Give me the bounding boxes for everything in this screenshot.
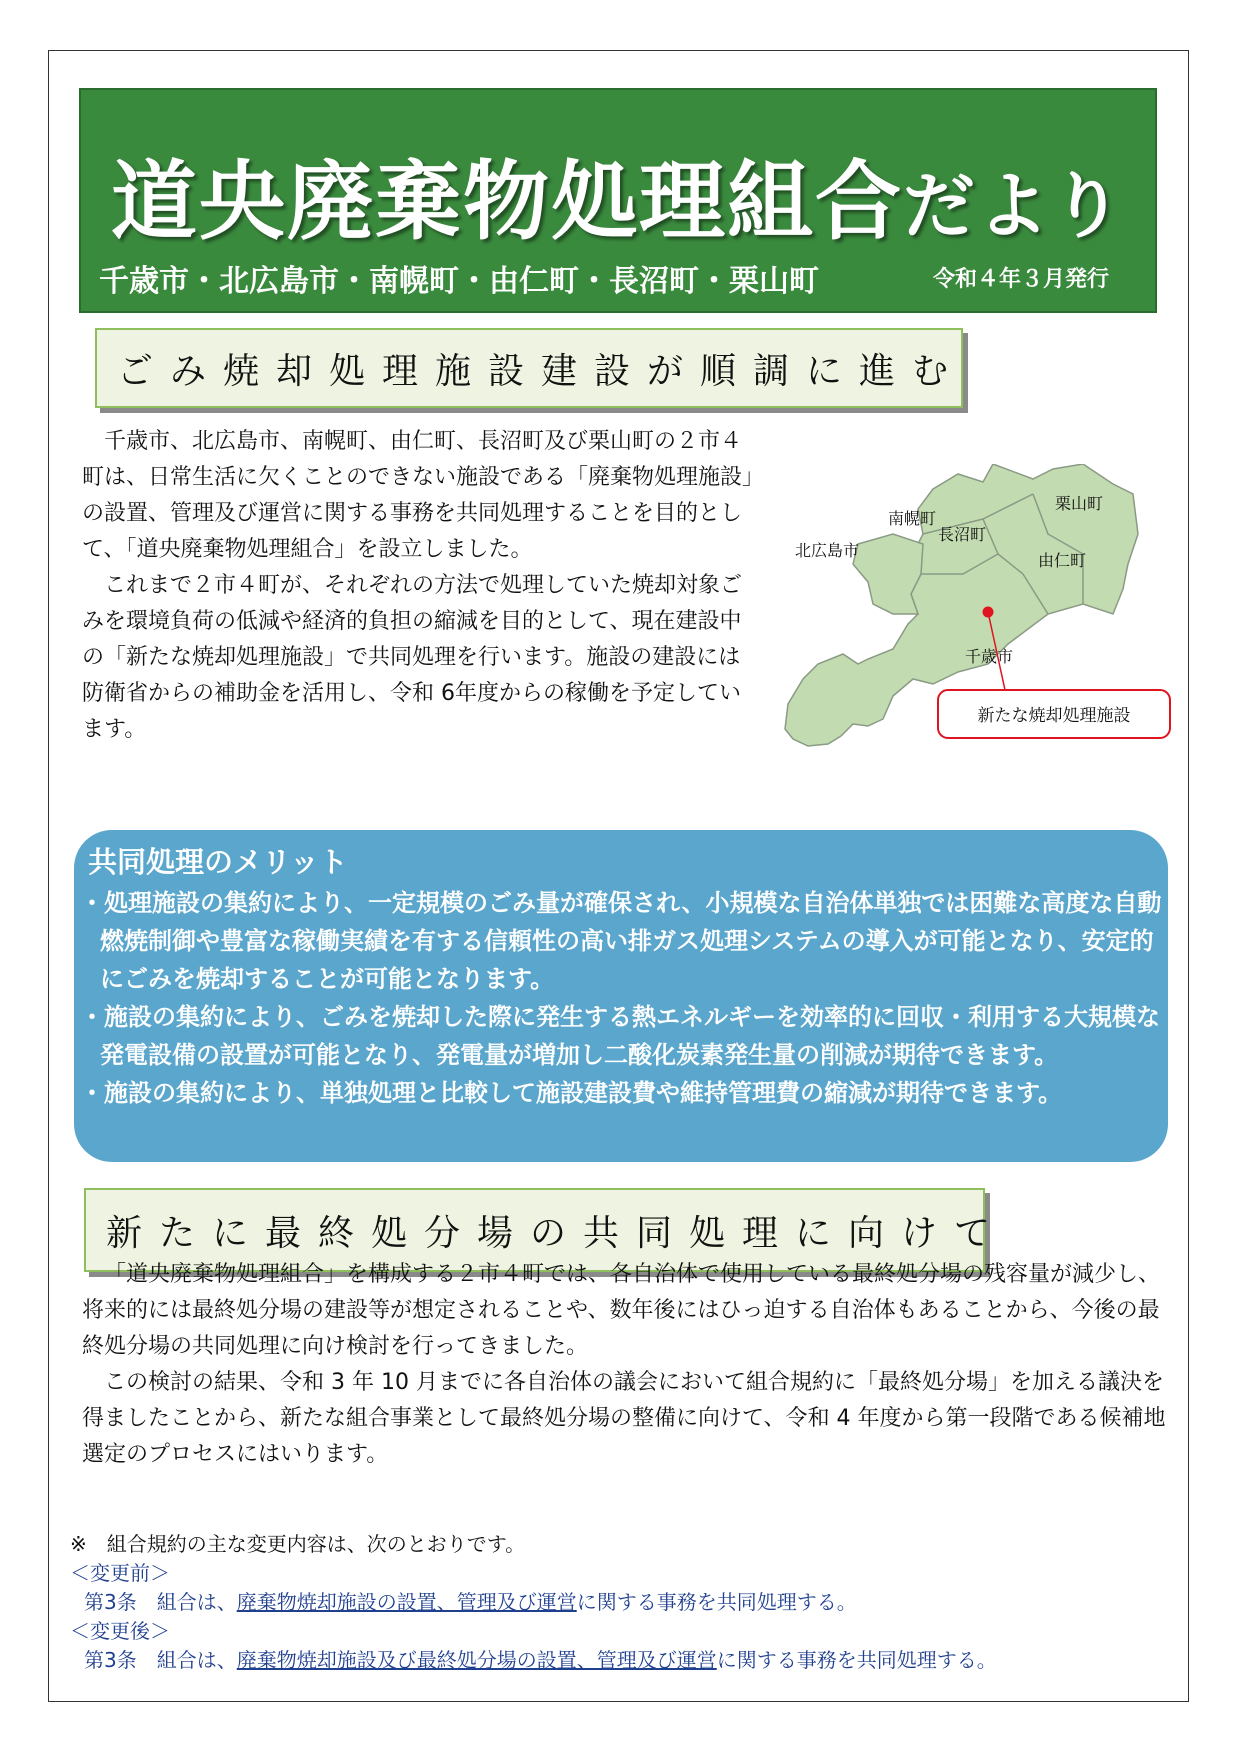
merit-item: ・ 施設の集約により、ごみを焼却した際に発生する熱エネルギーを効率的に回収・利用する大規模な発電設備の設置が可能となり、発電量が増加し二酸化炭素発生量の削減が期待できます。 xyxy=(74,998,1164,1074)
before-article xyxy=(70,1588,1180,1617)
newsletter-title xyxy=(81,132,1155,256)
section1-paragraph: 千歳市、北広島市、南幌町、由仁町、長沼町及び栗山町の２市４町は、日常生活に欠くことのできない施設である「廃棄物処理施設」の設置、管理及び運営に関する事務を共同処理することを目的として、「道央廃棄物処理組合」を設立しました。 xyxy=(82,429,754,562)
after-prefix: 第3条 組合は、 xyxy=(84,1648,237,1672)
member-municipalities: 千歳市・北広島市・南幌町・由仁町・長沼町・栗山町 xyxy=(99,264,819,299)
section2-paragraph: 「道央廃棄物処理組合」を構成する２市４町では、各自治体で使用している最終処分場の残容量が減少し、将来的には最終処分場の建設等が想定されることや、数年後にはひっ迫する自治体もあることから、今後の最終処分場の共同処理に向け検討を行ってきました。 xyxy=(82,1262,1161,1359)
map-label-nanporo: 南幌町 xyxy=(888,509,937,528)
merit-item: ・ 施設の集約により、単独処理と比較して施設建設費や維持管理費の縮減が期待できます。 xyxy=(74,1074,1164,1112)
before-underlined: 廃棄物焼却施設の設置、管理及び運営 xyxy=(236,1590,577,1614)
section1-body xyxy=(82,424,762,748)
after-article xyxy=(70,1646,1180,1675)
merit-title: 共同処理のメリット xyxy=(88,845,348,879)
before-suffix: に関する事務を共同処理する。 xyxy=(576,1590,857,1614)
map-label-naganuma: 長沼町 xyxy=(938,525,987,544)
map-label-chitose: 千歳市 xyxy=(965,647,1014,666)
section1-paragraph: これまで２市４町が、それぞれの方法で処理していた焼却対象ごみを環境負荷の低減や経済的負担の縮減を目的として、現在建設中の「新たな焼却処理施設」で共同処理を行います。施設の建設には防衛省からの補助金を活用し、令和 6年度からの稼働を予定しています。 xyxy=(82,573,743,742)
title-kana: だより xyxy=(902,164,1125,248)
before-prefix: 第3条 組合は、 xyxy=(84,1590,237,1614)
masthead xyxy=(79,88,1157,313)
section2-heading: 新たに最終処分場の共同処理に向けて xyxy=(84,1188,985,1272)
before-label: ＜変更前＞ xyxy=(70,1561,170,1585)
section1-heading: ごみ焼却処理施設建設が順調に進む xyxy=(95,328,963,408)
map-label-yuni: 由仁町 xyxy=(1038,551,1087,570)
merit-panel xyxy=(74,830,1168,1162)
after-underlined: 廃棄物焼却施設及び最終処分場の設置、管理及び運営 xyxy=(236,1648,717,1672)
title-kanji: 道央廃棄物処理組合 xyxy=(110,152,903,252)
map-label-kitahiroshima: 北広島市 xyxy=(795,541,860,560)
callout-label: 新たな焼却処理施設 xyxy=(977,706,1131,726)
notes-intro: ※ 組合規約の主な変更内容は、次のとおりです。 xyxy=(70,1532,526,1556)
issue-date: 令和４年３月発行 xyxy=(932,267,1109,292)
bylaw-notes xyxy=(70,1530,1180,1675)
after-suffix: に関する事務を共同処理する。 xyxy=(716,1648,997,1672)
section2-body xyxy=(82,1257,1168,1473)
region-map xyxy=(783,464,1183,766)
section2-paragraph: この検討の結果、令和 3 年 10 月までに各自治体の議会において組合規約に「最終処分場」を加える議決を得ましたことから、新たな組合事業として最終処分場の整備に向けて、令和 4 年度から第一段階である候補地選定のプロセスにはいります。 xyxy=(82,1370,1166,1467)
merit-item: ・ 処理施設の集約により、一定規模のごみ量が確保され、小規模な自治体単独では困難な高度な自動燃焼制御や豊富な稼働実績を有する信頼性の高い排ガス処理システムの導入が可能となり、安定的にごみを焼却することが可能となります。 xyxy=(74,884,1164,998)
merit-list xyxy=(74,884,1164,1112)
after-label: ＜変更後＞ xyxy=(70,1619,170,1643)
map-label-kuriyama: 栗山町 xyxy=(1055,494,1104,513)
